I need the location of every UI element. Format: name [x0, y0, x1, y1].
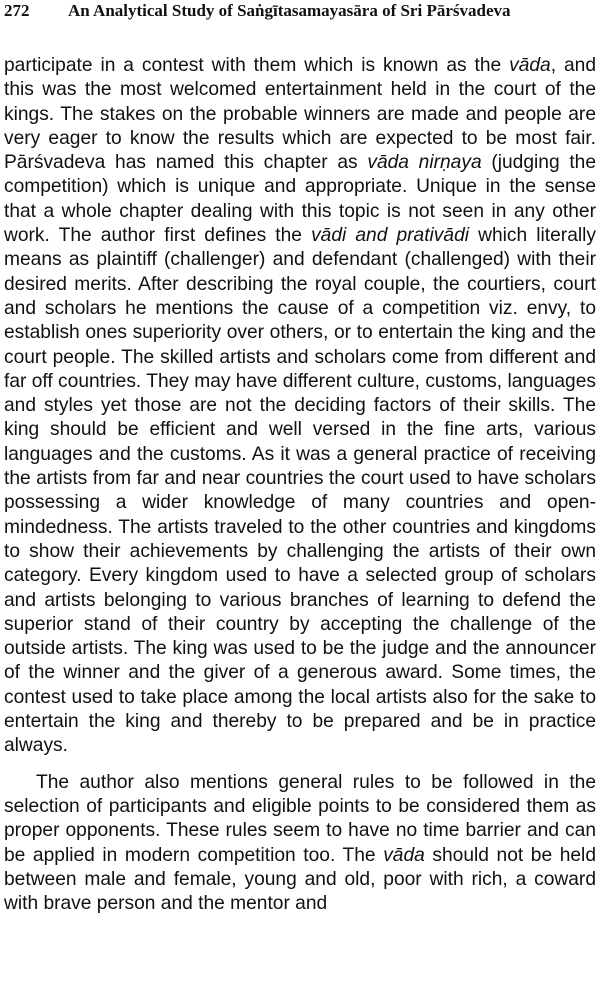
text-segment: participate in a contest with them which is known as the	[4, 55, 510, 76]
paragraph-2	[4, 771, 596, 917]
running-head	[4, 0, 596, 34]
text-segment: (judging the competition) which is unique and appropriate. Unique in the sense that a whole chapter dealing with this topic is not seen in any other work. The author first defines the	[4, 152, 597, 247]
italic-term-vada: vāda	[383, 844, 425, 866]
body-text	[4, 54, 596, 916]
text-segment: should not be held between male and female, young and old, poor with rich, a coward with brave person and the mentor and	[4, 844, 596, 915]
text-segment: which literally means as plaintiff (challenger) and defendant (challenged) with their desired merits. After describing the royal couple, the courtiers, court and scholars he mentions the cause of a competition viz. envy, to establish ones superiority over others, or to entertain the king and the court people. The skilled artists and scholars come from different and far off countries. They may have different culture, customs, languages and styles yet those are not the deciding factors of their skills. The king should be efficient and well versed in the fine arts, various languages and the customs. As it was a general practice of receiving the artists from far and near countries the court used to have scholars possessing a wider knowledge of many countries and open-mindedness. The artists traveled to the other countries and kingdoms to show their achievements by challenging the artists of their own category. Every kingdom used to have a selected group of scholars and artists belonging to various branches of learning to defend the superior stand of their country by accepting the challenge of the outside artists. The king was used to be the judge and the announcer of the winner and the giver of a generous award. Some times, the contest used to take place among the local artists also for the sake to entertain the king and thereby to be prepared and be in practice always.	[4, 225, 596, 757]
italic-term-vadi-prativadi: vādi and prativādi	[311, 225, 470, 247]
page-number: 272	[4, 1, 30, 20]
text-segment: The author also mentions general rules to be followed in the selection of participants and eligible points to be considered them as proper opponents. These rules seem to have no time barrier and can be applied in modern competition too. The	[4, 771, 596, 866]
paragraph-1	[4, 54, 596, 759]
italic-term-vada: vāda	[509, 55, 551, 76]
text-segment: , and this was the most welcomed entertainment held in the court of the kings. The stakes on the probable winners are made and people are very eager to know the results which are expected to be most fair. Pārśvadeva has named this chapter as	[4, 55, 596, 174]
italic-term-vada-nirnaya: vāda nirṇaya	[367, 152, 482, 174]
running-title: An Analytical Study of Saṅgītasamayasāra of Sri Pārśvadeva	[68, 1, 511, 20]
